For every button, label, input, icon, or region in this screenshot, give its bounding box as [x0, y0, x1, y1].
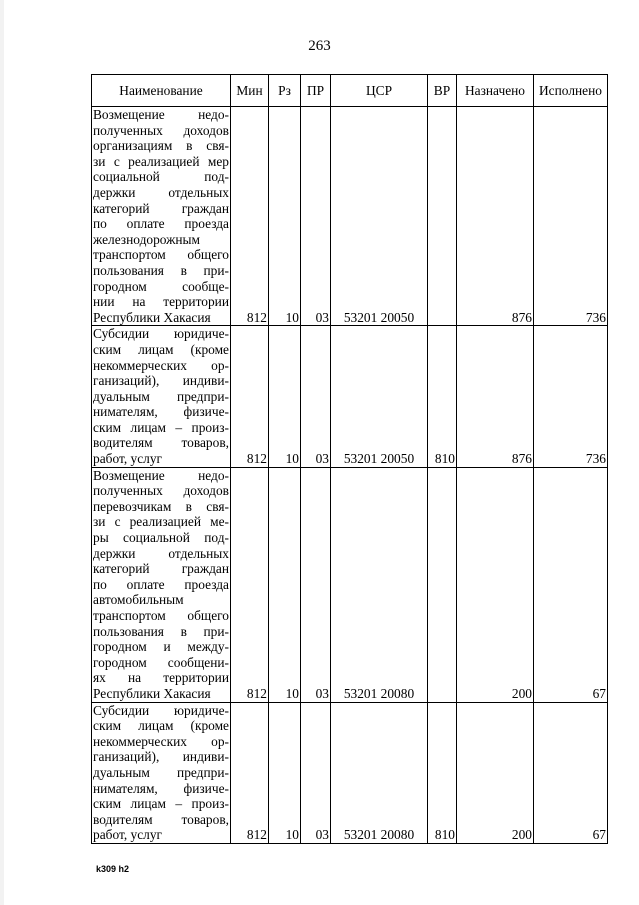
cell-name-line: по оплате проезда	[93, 576, 229, 592]
cell-min: 812	[231, 467, 269, 702]
cell-assigned: 876	[457, 326, 534, 467]
cell-name-line: некоммерческих ор-	[93, 733, 229, 749]
cell-name-line: дуальным предпри-	[93, 764, 229, 780]
cell-name-line: ганизаций), индиви-	[93, 749, 229, 765]
cell-csr: 53201 20050	[331, 107, 428, 326]
cell-name	[92, 467, 231, 702]
cell-name-line: ях на территории	[93, 670, 229, 686]
cell-csr: 53201 20080	[331, 702, 428, 843]
page-number: 263	[308, 38, 331, 54]
cell-name-line: нимателям, физиче-	[93, 404, 229, 420]
budget-table	[91, 74, 608, 844]
footer-code: k309 h2	[96, 864, 130, 874]
cell-name-line: нимателям, физиче-	[93, 780, 229, 796]
table-header-row	[92, 75, 608, 107]
table-row	[92, 107, 608, 326]
cell-name-line: социальной под-	[93, 169, 229, 185]
cell-name-line: Субсидии юридиче-	[93, 702, 229, 718]
cell-rz: 10	[269, 107, 301, 326]
cell-name-line: железнодорожным	[93, 231, 201, 247]
cell-name-line: городном сообще-	[93, 278, 229, 294]
cell-name-line: водителям товаров,	[93, 811, 229, 827]
cell-name-line: работ, услуг	[93, 451, 163, 467]
cell-name-line: пользования в при-	[93, 623, 229, 639]
header-csr: ЦСР	[331, 75, 428, 107]
cell-executed: 736	[534, 326, 608, 467]
cell-executed: 736	[534, 107, 608, 326]
cell-name-line: зи с реализацией мер	[93, 153, 229, 169]
cell-min: 812	[231, 326, 269, 467]
cell-name-line: полученных доходов	[93, 483, 229, 499]
cell-min: 812	[231, 702, 269, 843]
cell-name-line: транспортом общего	[93, 608, 229, 623]
header-name: Наименование	[92, 75, 231, 107]
cell-name	[92, 702, 231, 843]
cell-name-line: работ, услуг	[93, 827, 163, 843]
scan-edge	[0, 0, 4, 905]
header-executed: Исполнено	[534, 75, 608, 107]
cell-name-line: ским лицам (кроме	[93, 341, 229, 357]
header-assigned: Назначено	[457, 75, 534, 107]
header-min: Мин	[231, 75, 269, 107]
cell-name-line: держки отдельных	[93, 184, 229, 200]
table-body	[92, 107, 608, 844]
cell-name-line: Республики Хакасия	[93, 309, 211, 325]
cell-vr: 810	[428, 702, 457, 843]
cell-assigned: 200	[457, 467, 534, 702]
cell-vr: 810	[428, 326, 457, 467]
cell-name-line: водителям товаров,	[93, 435, 229, 451]
cell-name-line: ским лицам – произ-	[93, 796, 229, 812]
cell-name-line: городном сообщени-	[93, 654, 229, 670]
cell-pr: 03	[301, 467, 331, 702]
cell-rz: 10	[269, 326, 301, 467]
header-vr: ВР	[428, 75, 457, 107]
cell-min: 812	[231, 107, 269, 326]
cell-name	[92, 326, 231, 467]
cell-name-line: некоммерческих ор-	[93, 357, 229, 373]
cell-rz: 10	[269, 702, 301, 843]
cell-name-line: городном и между-	[93, 639, 229, 655]
cell-vr	[428, 107, 457, 326]
cell-name-line: ским лицам – произ-	[93, 419, 229, 435]
cell-name-line: по оплате проезда	[93, 216, 229, 232]
cell-rz: 10	[269, 467, 301, 702]
cell-name-line: организациям в свя-	[93, 138, 229, 154]
cell-name-line: Возмещение недо-	[93, 107, 229, 122]
cell-assigned: 200	[457, 702, 534, 843]
cell-csr: 53201 20080	[331, 467, 428, 702]
cell-executed: 67	[534, 467, 608, 702]
cell-name-line: ским лицам (кроме	[93, 718, 229, 734]
cell-name-line: автомобильным	[93, 592, 184, 608]
cell-name-line: дуальным предпри-	[93, 388, 229, 404]
cell-name-line: категорий граждан	[93, 561, 229, 577]
table-row	[92, 702, 608, 843]
cell-vr	[428, 467, 457, 702]
cell-pr: 03	[301, 702, 331, 843]
cell-name-line: Республики Хакасия	[93, 685, 211, 701]
table-row	[92, 467, 608, 702]
cell-assigned: 876	[457, 107, 534, 326]
cell-executed: 67	[534, 702, 608, 843]
cell-name-line: полученных доходов	[93, 122, 229, 138]
cell-name-line: ры социальной под-	[93, 530, 229, 546]
cell-csr: 53201 20050	[331, 326, 428, 467]
cell-name-line: перевозчикам в свя-	[93, 498, 229, 514]
cell-name-line: держки отдельных	[93, 545, 229, 561]
cell-name-line: нии на территории	[93, 294, 229, 310]
cell-name-line: категорий граждан	[93, 200, 229, 216]
cell-name-line: транспортом общего	[93, 247, 229, 263]
cell-name-line: пользования в при-	[93, 262, 229, 278]
header-pr: ПР	[301, 75, 331, 107]
cell-name	[92, 107, 231, 326]
cell-pr: 03	[301, 326, 331, 467]
cell-name-line: Субсидии юридиче-	[93, 326, 229, 342]
cell-name-line: ганизаций), индиви-	[93, 373, 229, 389]
cell-name-line: зи с реализацией ме-	[93, 514, 229, 530]
cell-name-line: Возмещение недо-	[93, 467, 229, 483]
cell-pr: 03	[301, 107, 331, 326]
table-row	[92, 326, 608, 467]
header-rz: Рз	[269, 75, 301, 107]
